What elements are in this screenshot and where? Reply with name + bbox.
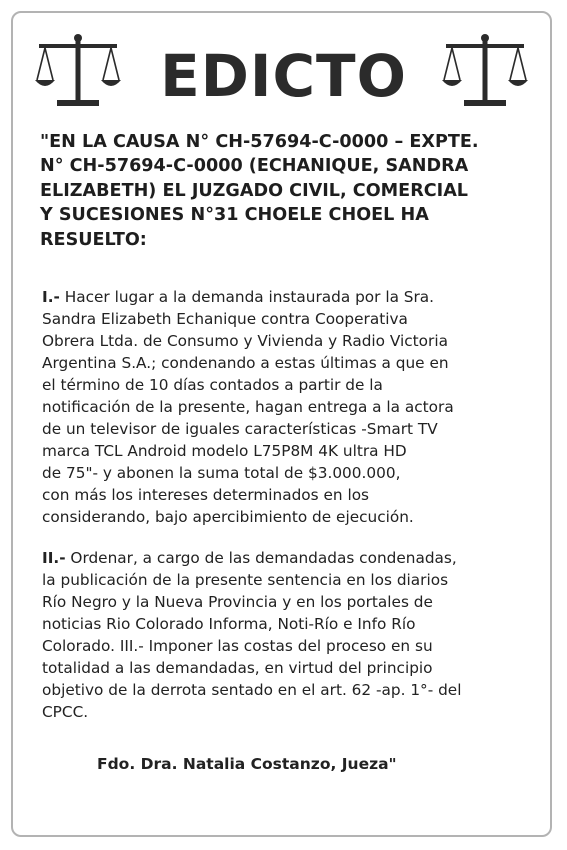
- paragraph-line: objetivo de la derrota sentado en el art. 62 -ap. 1°- del: [42, 681, 462, 699]
- paragraph-marker: I.-: [42, 288, 60, 306]
- heading-line: ELIZABETH) EL JUZGADO CIVIL, COMERCIAL: [40, 180, 469, 201]
- paragraph-line: CPCC.: [42, 703, 89, 721]
- paragraph-line: el término de 10 días contados a partir de la: [42, 376, 383, 394]
- paragraph-line: [42, 547, 532, 569]
- paragraph-line: notificación de la presente, hagan entrega a la actora: [42, 398, 454, 416]
- paragraph-line: Obrera Ltda. de Consumo y Vivienda y Radio Victoria: [42, 332, 448, 350]
- heading-line: "EN LA CAUSA N° CH-57694-C-0000 – EXPTE.: [40, 132, 479, 152]
- heading-line: N° CH-57694-C-0000 (ECHANIQUE, SANDRA: [40, 156, 469, 177]
- paragraph-line: considerando, bajo apercibimiento de ejecución.: [42, 508, 414, 526]
- heading-line: RESUELTO:: [40, 229, 147, 250]
- paragraph-text: Hacer lugar a la demanda instaurada por la Sra.: [59, 288, 435, 306]
- paragraph-line: Colorado. III.- Imponer las costas del proceso en su: [42, 637, 433, 655]
- paragraph-text: Ordenar, a cargo de las demandadas condenadas,: [65, 549, 457, 567]
- paragraph-line: Argentina S.A.; condenando a estas últimas a que en: [42, 354, 449, 372]
- paragraph-line: Río Negro y la Nueva Provincia y en los portales de: [42, 593, 433, 611]
- paragraph-line: noticias Rio Colorado Informa, Noti-Río e Info Río: [42, 615, 416, 633]
- resolution-paragraph-1: [42, 286, 532, 528]
- resolution-paragraph-2: [42, 547, 532, 723]
- paragraph-line: [42, 286, 532, 308]
- paragraph-line: Sandra Elizabeth Echanique contra Cooperativa: [42, 310, 408, 328]
- signature: Fdo. Dra. Natalia Costanzo, Jueza": [97, 755, 397, 773]
- paragraph-line: totalidad a las demandadas, en virtud del principio: [42, 659, 433, 677]
- page-title: EDICTO: [160, 42, 407, 110]
- paragraph-line: de 75"- y abonen la suma total de $3.000.000,: [42, 464, 401, 482]
- paragraph-marker: II.-: [42, 549, 66, 567]
- paragraph-line: de un televisor de iguales características -Smart TV: [42, 420, 438, 438]
- heading-line: Y SUCESIONES N°31 CHOELE CHOEL HA: [40, 205, 429, 226]
- paragraph-line: con más los intereses determinados en los: [42, 486, 370, 504]
- case-heading: [40, 130, 520, 252]
- paragraph-line: marca TCL Android modelo L75P8M 4K ultra HD: [42, 442, 407, 460]
- paragraph-line: la publicación de la presente sentencia en los diarios: [42, 571, 449, 589]
